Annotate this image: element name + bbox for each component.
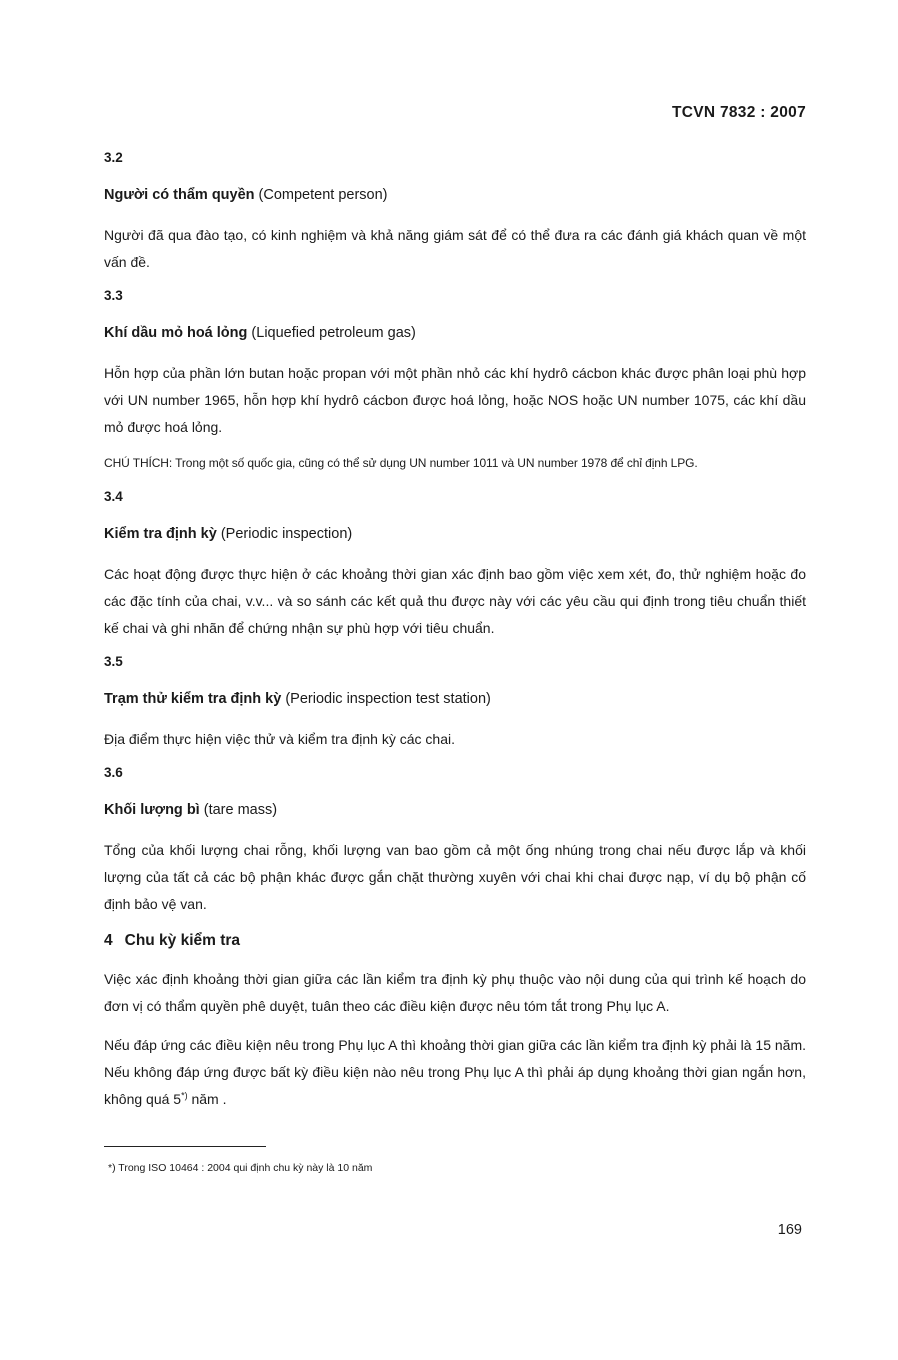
clause-number: 3.4 bbox=[104, 489, 123, 504]
term-vietnamese: Người có thẩm quyền bbox=[104, 187, 255, 203]
term-english: (Periodic inspection) bbox=[220, 526, 353, 542]
term-vietnamese: Kiểm tra định kỳ bbox=[104, 526, 217, 542]
term-definition: Người đã qua đào tạo, có kinh nghiệm và khả năng giám sát để có thể đưa ra các đánh giá khách quan về một vấn đề. bbox=[104, 227, 806, 270]
section-title: Chu kỳ kiểm tra bbox=[124, 932, 241, 949]
term-definition: Các hoạt động được thực hiện ở các khoảng thời gian xác định bao gồm việc xem xét, đo, thử nghiệm hoặc đo các đặc tính của chai, v.v... và so sánh các kết quả thu được này với các yêu cầu qui định trong tiêu chuẩn thiết kế chai và ghi nhãn để chứng nhận sự phù hợp với tiêu chuẩn. bbox=[104, 566, 806, 636]
paragraph-text: năm . bbox=[187, 1091, 227, 1107]
term-definition: Hỗn hợp của phần lớn butan hoặc propan với một phần nhỏ các khí hydrô cácbon khác được phân loại phù hợp với UN number 1965, hỗn hợp khí hydrô cácbon được hoá lỏng, hoặc NOS hoặc UN number 1075, các khí dầu mỏ được hoá lỏng. bbox=[104, 365, 806, 435]
note: CHÚ THÍCH: Trong một số quốc gia, cũng có thể sử dụng UN number 1011 và UN number 1978 để chỉ định LPG. bbox=[104, 456, 698, 470]
section-number: 4 bbox=[104, 932, 113, 949]
term-english: (Periodic inspection test station) bbox=[285, 691, 491, 707]
term-vietnamese: Khối lượng bì bbox=[104, 802, 200, 818]
clause-number: 3.3 bbox=[104, 288, 123, 303]
footnote-marker: *) bbox=[181, 1090, 188, 1101]
clause-number: 3.6 bbox=[104, 765, 123, 780]
section-paragraph bbox=[104, 1032, 806, 1113]
clause-number: 3.2 bbox=[104, 150, 123, 165]
footnote-divider bbox=[104, 1146, 266, 1147]
term-definition: Địa điểm thực hiện việc thử và kiểm tra định kỳ các chai. bbox=[104, 731, 455, 747]
term-english: (Liquefied petroleum gas) bbox=[251, 325, 416, 341]
clause-number: 3.5 bbox=[104, 654, 123, 669]
term-english: (Competent person) bbox=[258, 187, 388, 203]
term-english: (tare mass) bbox=[199, 802, 278, 818]
term-definition: Tổng của khối lượng chai rỗng, khối lượng van bao gồm cả một ống nhúng trong chai nếu được lắp và khối lượng của tất cả các bộ phận khác được gắn chặt thường xuyên với chai khi chai được nạp, ví dụ bộ phận cố định bảo vệ van. bbox=[104, 842, 806, 912]
standard-code: TCVN 7832 : 2007 bbox=[671, 104, 806, 121]
term-heading bbox=[104, 185, 806, 205]
term-heading bbox=[104, 689, 806, 709]
section-paragraph: Việc xác định khoảng thời gian giữa các lần kiểm tra định kỳ phụ thuộc vào nội dung của qui trình kế hoạch do đơn vị có thẩm quyền phê duyệt, tuân theo các điều kiện được nêu tóm tắt trong Phụ lục A. bbox=[104, 971, 806, 1014]
term-vietnamese: Trạm thử kiểm tra định kỳ bbox=[104, 691, 282, 707]
term-vietnamese: Khí dầu mỏ hoá lỏng bbox=[104, 325, 248, 341]
term-heading bbox=[104, 323, 806, 343]
term-heading bbox=[104, 524, 806, 544]
section-heading bbox=[104, 930, 806, 952]
term-heading bbox=[104, 800, 806, 820]
footnote: *) Trong ISO 10464 : 2004 qui định chu kỳ này là 10 năm bbox=[108, 1162, 373, 1174]
page-number: 169 bbox=[777, 1222, 802, 1238]
main-content bbox=[104, 150, 806, 1125]
paragraph-text: Nếu đáp ứng các điều kiện nêu trong Phụ lục A thì khoảng thời gian giữa các lần kiểm tra định kỳ phải là 15 năm. Nếu không đáp ứng được bất kỳ điều kiện nào nêu trong Phụ lục A thì phải áp dụng khoảng thời gian ngắn hơn, không quá 5 bbox=[104, 1037, 806, 1107]
